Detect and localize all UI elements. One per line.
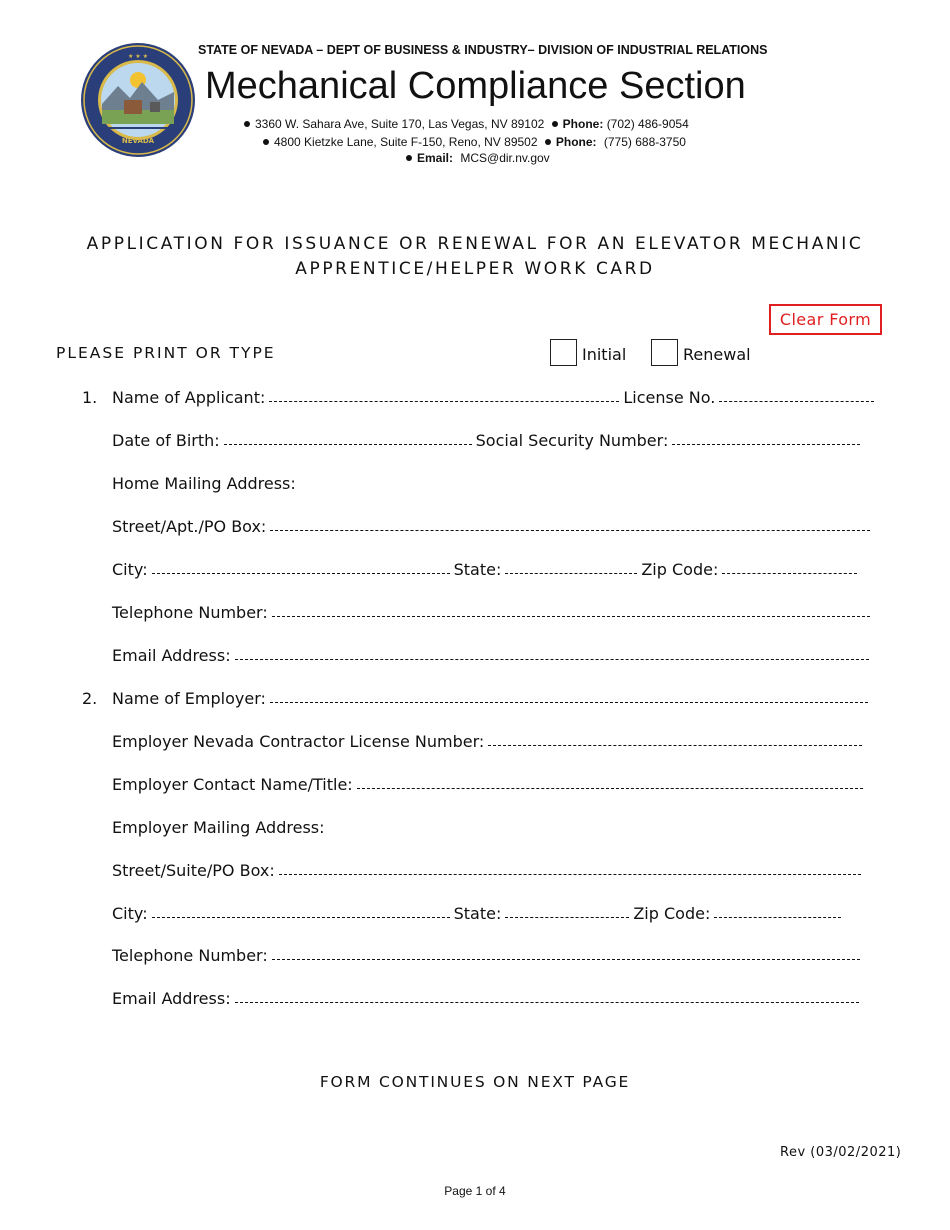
dob-label: Date of Birth: [112, 431, 220, 450]
home-street-input[interactable] [270, 522, 870, 536]
employer-street-input[interactable] [279, 866, 861, 880]
employer-phone-row [112, 945, 864, 967]
page-number: Page 1 of 4 [444, 1184, 506, 1198]
employer-email-label: Email Address: [112, 989, 231, 1008]
dob-field[interactable] [224, 430, 472, 445]
employer-phone-field[interactable] [272, 945, 860, 960]
dob-input[interactable] [224, 436, 472, 450]
home-state-label: State: [453, 560, 502, 579]
employer-mailing-address-heading: Employer Mailing Address: [112, 818, 325, 837]
employer-contact-label: Employer Contact Name/Title: [112, 775, 353, 794]
license-no-input[interactable] [719, 393, 874, 407]
renewal-checkbox[interactable] [651, 339, 678, 366]
applicant-phone-label: Telephone Number: [112, 603, 268, 622]
home-zip-label: Zip Code: [641, 560, 719, 579]
employer-city-field[interactable] [152, 903, 450, 918]
employer-street-label: Street/Suite/PO Box: [112, 861, 275, 880]
employer-name-field[interactable] [270, 688, 868, 703]
home-state-field[interactable] [505, 559, 637, 574]
bullet-icon [244, 121, 250, 127]
bullet-icon [545, 139, 551, 145]
employer-contact-input[interactable] [357, 780, 863, 794]
revision-date: Rev (03/02/2021) [780, 1145, 902, 1160]
initial-checkbox[interactable] [550, 339, 577, 366]
initial-label: Initial [582, 345, 627, 364]
license-no-label: License No. [623, 388, 716, 407]
home-mailing-address-heading: Home Mailing Address: [112, 474, 296, 493]
section-title: Mechanical Compliance Section [205, 65, 746, 107]
employer-email-input[interactable] [235, 994, 859, 1008]
bullet-icon [406, 155, 412, 161]
applicant-name-label: Name of Applicant: [112, 388, 266, 407]
applicant-phone-row [112, 602, 874, 624]
contractor-license-field[interactable] [488, 731, 862, 746]
home-city-input[interactable] [152, 565, 450, 579]
section-2-number: 2. [82, 689, 98, 708]
applicant-email-field[interactable] [235, 645, 869, 660]
license-no-field[interactable] [719, 387, 874, 402]
svg-text:★ ★ ★: ★ ★ ★ [128, 53, 148, 60]
employer-email-row [112, 988, 863, 1010]
home-street-label: Street/Apt./PO Box: [112, 517, 267, 536]
employer-street-row [112, 860, 865, 882]
employer-email-field[interactable] [235, 988, 859, 1003]
dob-row [112, 430, 864, 452]
home-city-row [112, 559, 861, 581]
contractor-license-label: Employer Nevada Contractor License Number: [112, 732, 485, 751]
section-1-number: 1. [82, 388, 98, 407]
employer-phone-input[interactable] [272, 951, 860, 965]
employer-name-input[interactable] [270, 694, 868, 708]
form-continues-note: FORM CONTINUES ON NEXT PAGE [319, 1073, 631, 1091]
contractor-license-input[interactable] [488, 737, 862, 751]
applicant-phone-field[interactable] [272, 602, 870, 617]
employer-phone-label: Telephone Number: [112, 946, 268, 965]
home-city-label: City: [112, 560, 148, 579]
bullet-icon [263, 139, 269, 145]
home-street-field[interactable] [270, 516, 870, 531]
bullet-icon [552, 121, 558, 127]
employer-city-label: City: [112, 904, 148, 923]
employer-name-label: Name of Employer: [112, 689, 266, 708]
home-street-row [112, 516, 874, 538]
employer-city-row [112, 903, 845, 925]
applicant-phone-input[interactable] [272, 608, 870, 622]
home-state-input[interactable] [505, 565, 637, 579]
department-heading: STATE OF NEVADA – DEPT OF BUSINESS & INDUSTRY– DIVISION OF INDUSTRIAL RELATIONS [198, 43, 768, 57]
employer-contact-field[interactable] [357, 774, 863, 789]
svg-text:NEVADA: NEVADA [121, 137, 155, 145]
applicant-email-row [112, 645, 873, 667]
applicant-name-field[interactable] [269, 387, 619, 402]
contractor-license-row [112, 731, 866, 753]
employer-state-field[interactable] [505, 903, 629, 918]
renewal-label: Renewal [683, 345, 751, 364]
address-line-reno: 4800 Kietzke Lane, Suite F-150, Reno, NV 89502 Phone: (775) 688-3750 [263, 135, 686, 149]
applicant-name-row [112, 387, 878, 409]
please-print-instruction: PLEASE PRINT OR TYPE [56, 344, 276, 362]
home-zip-field[interactable] [722, 559, 857, 574]
employer-name-row [112, 688, 872, 710]
application-title-line-1: APPLICATION FOR ISSUANCE OR RENEWAL FOR AN ELEVATOR MECHANIC [86, 234, 864, 254]
ssn-input[interactable] [672, 436, 860, 450]
employer-zip-label: Zip Code: [633, 904, 711, 923]
employer-state-label: State: [453, 904, 502, 923]
applicant-email-input[interactable] [235, 651, 869, 665]
application-title-line-2: APPRENTICE/HELPER WORK CARD [295, 259, 655, 279]
employer-zip-input[interactable] [714, 909, 841, 923]
ssn-label: Social Security Number: [475, 431, 669, 450]
nevada-state-seal [80, 42, 196, 158]
employer-street-field[interactable] [279, 860, 861, 875]
home-city-field[interactable] [152, 559, 450, 574]
email-line: Email: MCS@dir.nv.gov [406, 151, 550, 165]
employer-city-input[interactable] [152, 909, 450, 923]
employer-contact-row [112, 774, 867, 796]
address-line-las-vegas: 3360 W. Sahara Ave, Suite 170, Las Vegas, NV 89102 Phone: (702) 486-9054 [244, 117, 689, 131]
employer-state-input[interactable] [505, 909, 629, 923]
applicant-email-label: Email Address: [112, 646, 231, 665]
ssn-field[interactable] [672, 430, 860, 445]
clear-form-button[interactable]: Clear Form [769, 304, 882, 335]
home-zip-input[interactable] [722, 565, 857, 579]
applicant-name-input[interactable] [269, 393, 619, 407]
employer-zip-field[interactable] [714, 903, 841, 918]
